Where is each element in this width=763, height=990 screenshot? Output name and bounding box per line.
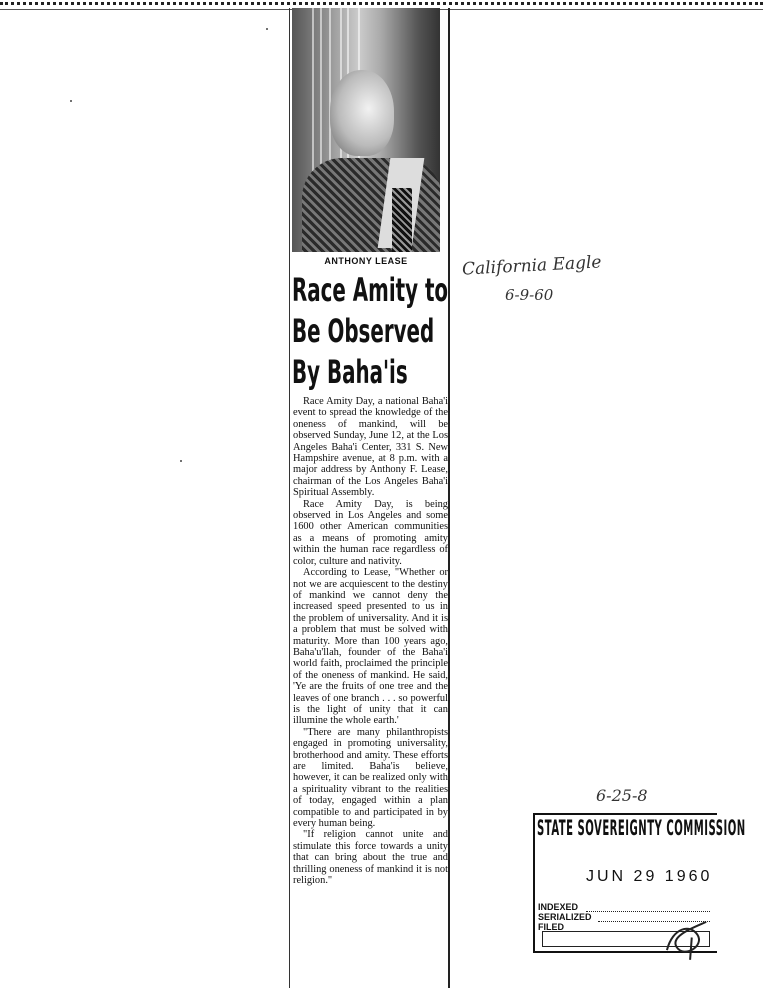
article-body	[293, 396, 448, 886]
stamp-field-line	[586, 911, 710, 912]
article-paragraph: "If religion cannot unite and stimulate this force towards a unity that can bring about the true and thrilling oneness of mankind it is not religion."	[293, 829, 448, 887]
headline-line: Be Observed	[292, 312, 435, 350]
top-border	[0, 2, 763, 5]
photo-caption: ANTHONY LEASE	[324, 256, 408, 266]
stamp-title: STATE SOVEREIGNTY COMMISSION	[537, 816, 746, 840]
portrait-tie	[392, 188, 412, 252]
handwritten-file-number: 6-25-8	[596, 786, 648, 805]
article-paragraph: "There are many philanthropists engaged in promoting universality, brotherhood and amity. These efforts are limited. Baha'is believe, however, it can be realized only with a spirituality vibrant to the realities of today, engaged within a plan compatible to and participated in by every human being.	[293, 726, 448, 830]
portrait-photo	[292, 8, 440, 252]
article-paragraph: Race Amity Day, a national Baha'i event to spread the knowledge of the oneness of mankind, will be observed Sunday, June 12, at the Los Angeles Baha'i Center, 331 S. New Hampshire avenue, at 8 p.m. with a major address by Anthony F. Lease, chairman of the Los Angeles Baha'i Spiritual Assembly.	[293, 396, 448, 499]
handwritten-date: 6-9-60	[505, 286, 554, 304]
stamp-field-filed: FILED	[538, 922, 564, 932]
clipping-left-edge	[289, 8, 290, 988]
portrait-head	[330, 70, 394, 156]
dust-speck	[180, 460, 182, 462]
stamp-date: JUN 29 1960	[586, 868, 713, 885]
article-paragraph: Race Amity Day, is being observed in Los Angeles and some 1600 other American communities as a means of promoting amity within the human race regardless of color, culture and nativity.	[293, 498, 448, 567]
headline	[292, 270, 449, 393]
dust-speck	[70, 100, 72, 102]
stamp-field-indexed: INDEXED	[538, 902, 579, 912]
headline-line: By Baha'is	[292, 353, 408, 391]
signature-mark	[660, 916, 714, 965]
clipping-right-edge	[448, 8, 450, 988]
headline-line: Race Amity to	[292, 271, 449, 309]
stamp-field-serialized: SERIALIZED	[538, 912, 592, 922]
article-paragraph: According to Lease, "Whether or not we are acquiescent to the destiny of mankind we cannot deny the increased speed presented to us in the problem of universality. And it is a problem that must be solved with maturity. More than 100 years ago, Baha'u'llah, founder of the Baha'i world faith, proclaimed the principle of the oneness of mankind. He said, 'Ye are the fruits of one tree and the leaves of one branch . . . so powerful is the light of unity that it can illumine the whole earth.'	[293, 567, 448, 727]
dust-speck	[266, 28, 268, 30]
handwritten-source: California Eagle	[461, 252, 602, 280]
